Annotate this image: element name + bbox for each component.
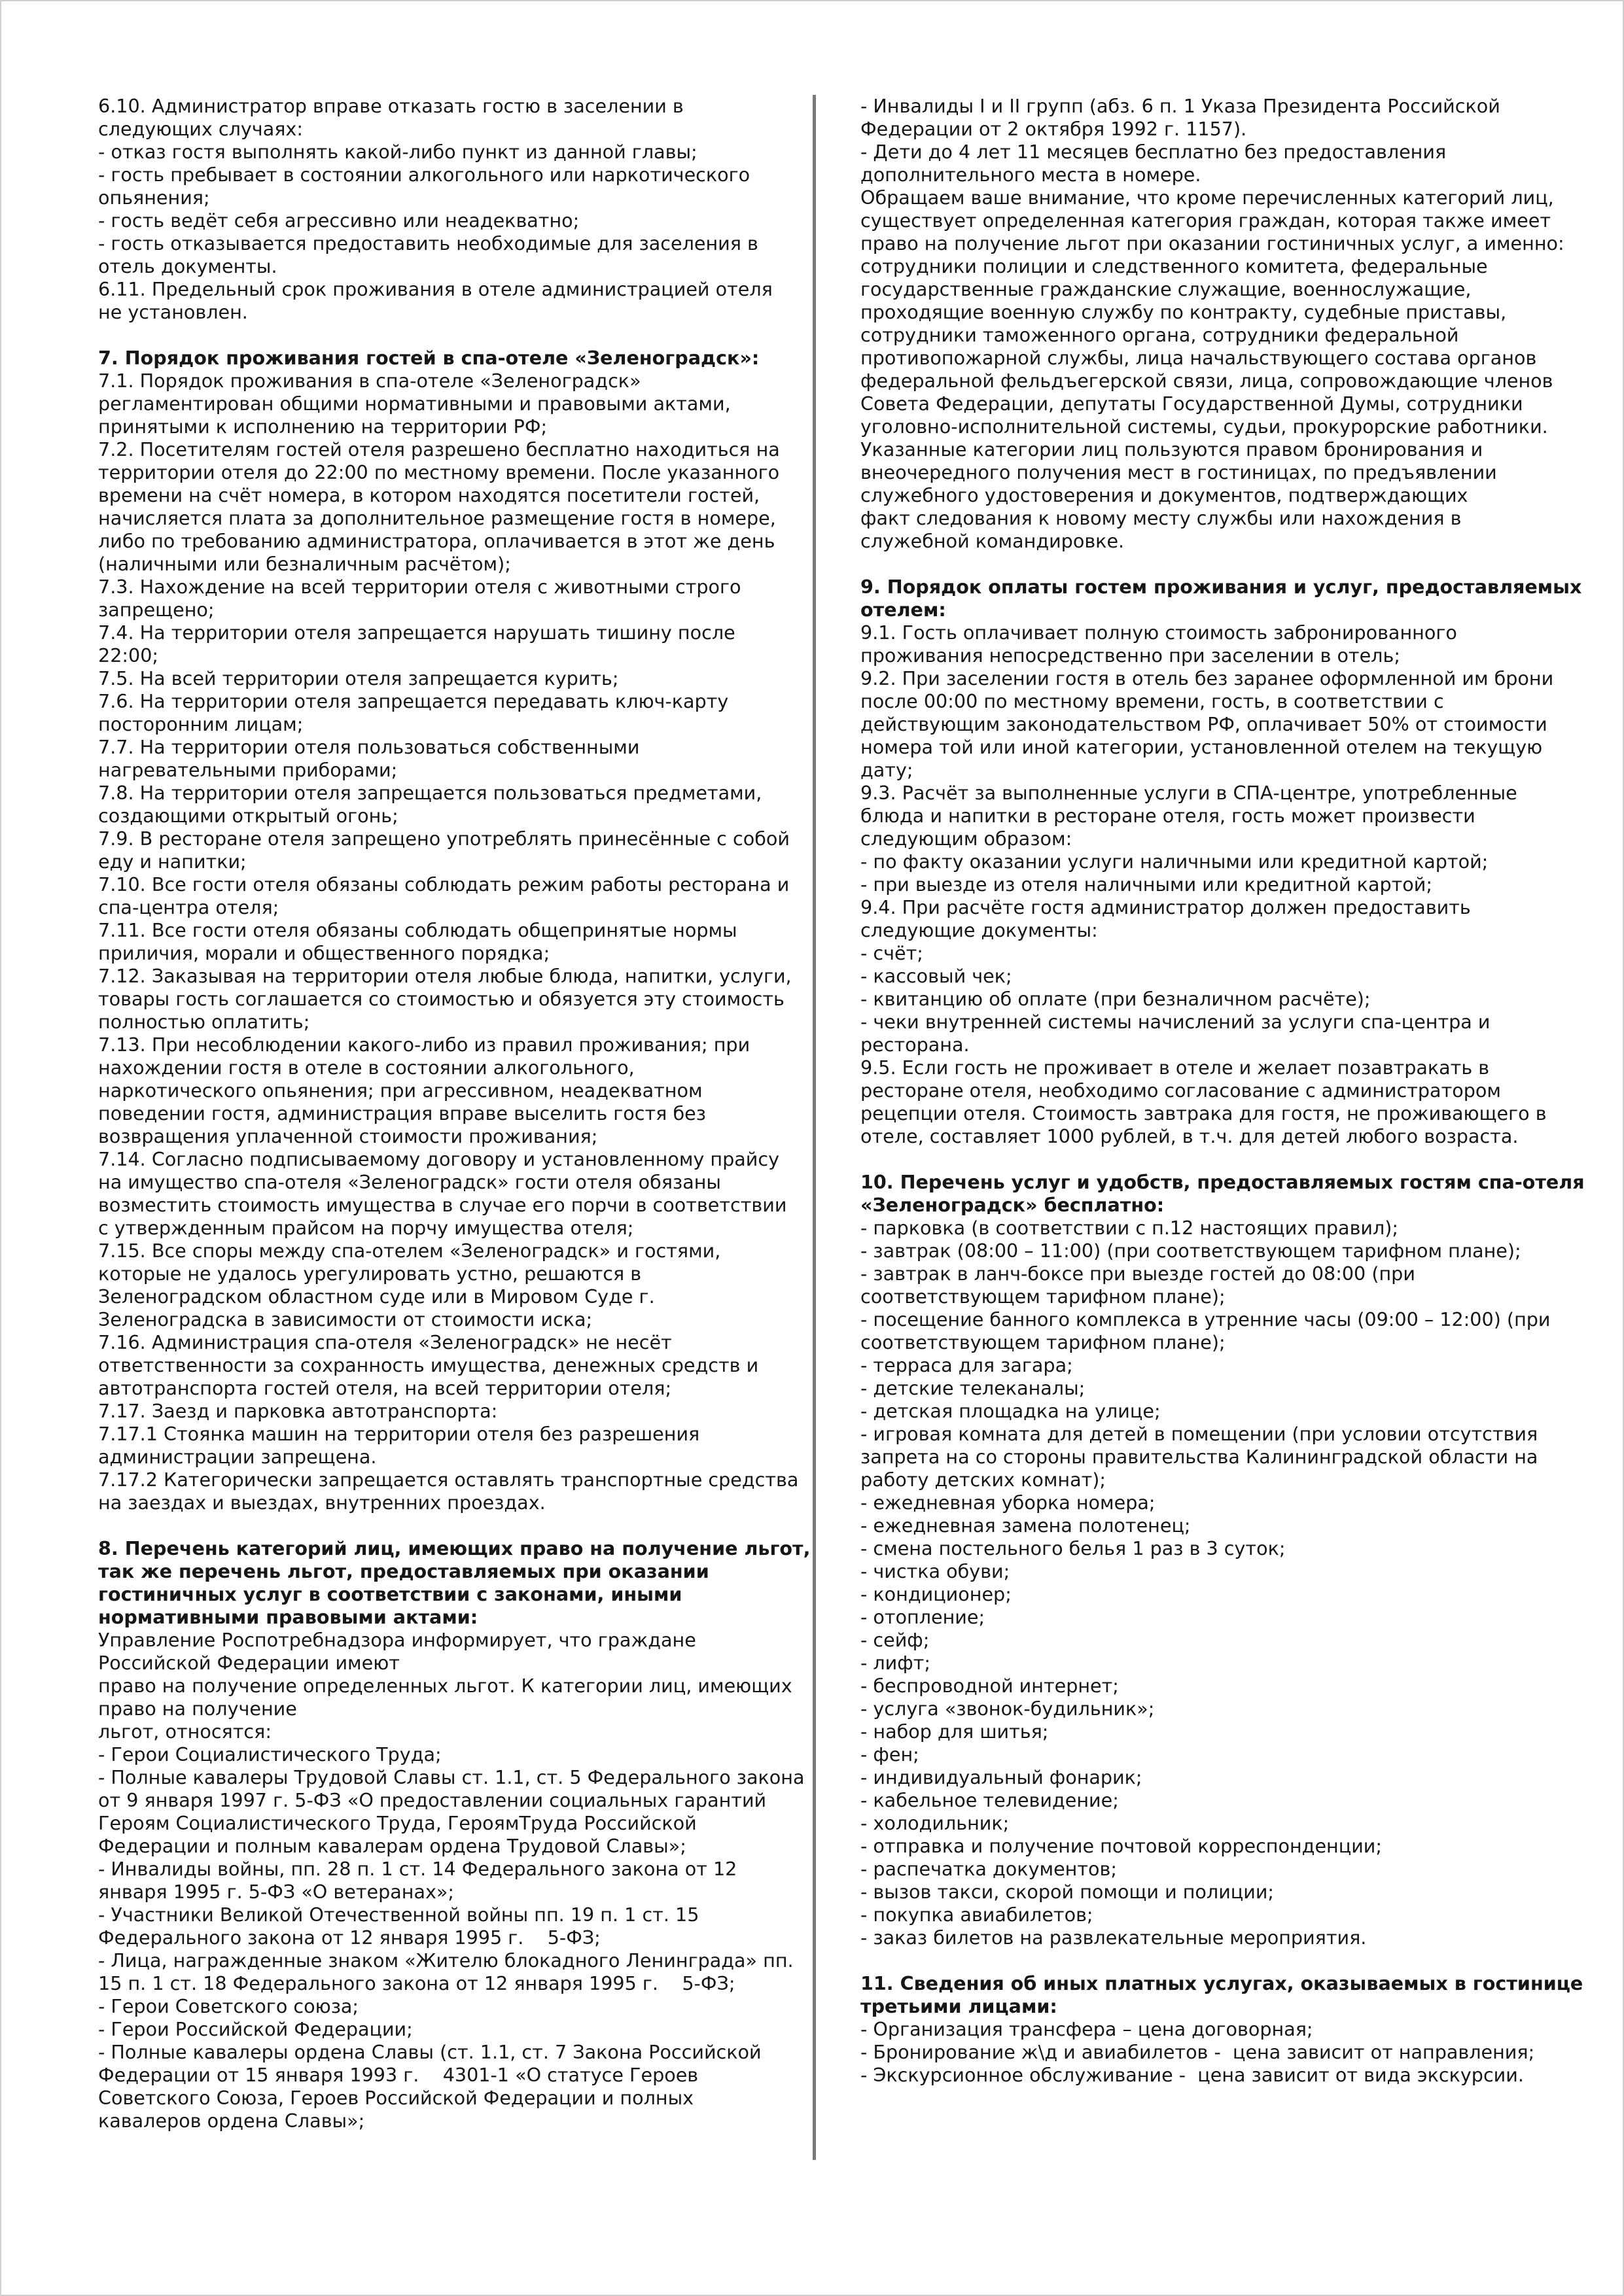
paragraph-gap xyxy=(860,1148,1541,1171)
section-11-heading: 11. Сведения об иных платных услугах, оказываемых в гостинице третьими лицами: xyxy=(860,1972,1583,2017)
section-8-continuation: - Инвалиды I и II групп (абз. 6 п. 1 Указа Президента Российской Федерации от 2 октября 1992 г. 1157). - Дети до 4 лет 11 месяцев бесплатно без предоставления дополнительного места в номере. Обращаем ваше внимание, что кроме перечисленных категорий лиц, существует определенная категория граждан, которая также имеет право на получение льгот при оказании гостиничных услуг, а именно: сотрудники полиции и следственного комитета, федеральные государственные гражданские служащие, военнослужащие, проходящие военную службу по контракту, судебные приставы, сотрудники таможенного органа, сотрудники федеральной противопожарной службы, лица начальствующего состава органов федеральной фельдъегерской связи, лица, сопровождающие членов Совета Федерации, депутаты Государственной Думы, сотрудники уголовно-исполнительной системы, судьи, прокурорские работники. Указанные категории лиц пользуются правом бронирования и внеочередного получения мест в гостиницах, по предъявлении служебного удостоверения и документов, подтверждающих факт следования к новому месту службы или нахождения в служебной командировке. xyxy=(860,95,1564,552)
section-11-list: - Организация трансфера – цена договорная; - Бронирование ж\д и авиабилетов - цена зависит от направления; - Экскурсионное обслуживание - цена зависит от вида экскурсии. xyxy=(860,2018,1535,2086)
paragraph-gap xyxy=(860,553,1541,576)
section-7-heading: 7. Порядок проживания гостей в спа-отеле «Зеленоградск»: xyxy=(98,347,760,369)
section-10-list: - парковка (в соответствии с п.12 настоящих правил); - завтрак (08:00 – 11:00) (при соответствующем тарифном плане); - завтрак в ланч-боксе при выезде гостей до 08:00 (при соответствующем тарифном плане); - посещение банного комплекса в утренние часы (09:00 – 12:00) (при соответствующем тарифном плане); - терраса для загара; - детские телеканалы; - детская площадка на улице; - игровая комната для детей в помещении (при условии отсутствия запрета на со стороны правительства Калининградской области на работу детских комнат); - ежедневная уборка номера; - ежедневная замена полотенец; - смена постельного белья 1 раз в 3 суток; - чистка обуви; - кондиционер; - отопление; - сейф; - лифт; - беспроводной интернет; - услуга «звонок-будильник»; - набор для шитья; - фен; - индивидуальный фонарик; - кабельное телевидение; - холодильник; - отправка и получение почтовой корреспонденции; - распечатка документов; - вызов такси, скорой помощи и полиции; - покупка авиабилетов; - заказ билетов на развлекательные мероприятия. xyxy=(860,1217,1551,1949)
paragraph-gap xyxy=(98,324,772,347)
section-9-heading: 9. Порядок оплаты гостем проживания и услуг, предоставляемых отелем: xyxy=(860,576,1582,621)
paragraph-gap xyxy=(860,1949,1541,1972)
section-8-body: Управление Роспотребнадзора информирует, что граждане Российской Федерации имеют право на получение определенных льгот. К категории лиц, имеющих право на получение льгот, относятся: - Герои Социалистического Труда; - Полные кавалеры Трудовой Славы ст. 1.1, ст. 5 Федерального закона от 9 января 1997 г. 5-ФЗ «О предоставлении социальных гарантий Героям Социалистического Труда, ГероямТруда Российской Федерации и полным кавалерам ордена Трудовой Славы»; - Инвалиды войны, пп. 28 п. 1 ст. 14 Федерального закона от 12 января 1995 г. 5-ФЗ «О ветеранах»; - Участники Великой Отечественной войны пп. 19 п. 1 ст. 15 Федерального закона от 12 января 1995 г. 5-ФЗ; - Лица, награжденные знаком «Жителю блокадного Ленинграда» пп. 15 п. 1 ст. 18 Федерального закона от 12 января 1995 г. 5-ФЗ; - Герои Советского союза; - Герои Российской Федерации; - Полные кавалеры ордена Славы (ст. 1.1, ст. 7 Закона Российской Федерации от 15 января 1993 г. 4301-1 «О статусе Героев Советского Союза, Героев Российской Федерации и полных кавалеров ордена Славы»; xyxy=(98,1629,805,2132)
section-7-clauses: 7.1. Порядок проживания в спа-отеле «Зеленоградск» регламентирован общими нормативными и правовыми актами, принятыми к исполнению на территории РФ; 7.2. Посетителям гостей отеля разрешено бесплатно находиться на территории отеля до 22:00 по местному времени. После указанного времени на счёт номера, в котором находятся посетители гостей, начисляется плата за дополнительное размещение гостя в номере, либо по требованию администратора, оплачивается в этот же день (наличными или безналичным расчётом); 7.3. Нахождение на всей территории отеля с животными строго запрещено; 7.4. На территории отеля запрещается нарушать тишину после 22:00; 7.5. На всей территории отеля запрещается курить; 7.6. На территории отеля запрещается передавать ключ-карту посторонним лицам; 7.7. На территории отеля пользоваться собственными нагревательными приборами; 7.8. На территории отеля запрещается пользоваться предметами, создающими открытый огонь; 7.9. В ресторане отеля запрещено употреблять принесённые с собой еду и напитки; 7.10. Все гости отеля обязаны соблюдать режим работы ресторана и спа-центра отеля; 7.11. Все гости отеля обязаны соблюдать общепринятые нормы приличия, морали и общественного порядка; 7.12. Заказывая на территории отеля любые блюда, напитки, услуги, товары гость соглашается со стоимостью и обязуется эту стоимость полностью оплатить; 7.13. При несоблюдении какого-либо из правил проживания; при нахождении гостя в отеле в состоянии алкогольного, наркотического опьянения; при агрессивном, неадекватном поведении гостя, администрация вправе выселить гостя без возвращения уплаченной стоимости проживания; 7.14. Согласно подписываемому договору и установленному прайсу на имущество спа-отеля «Зеленоградск» гости отеля обязаны возместить стоимость имущества в случае его порчи в соответствии с утвержденным прайсом на порчу имущества отеля; 7.15. Все споры между спа-отелем «Зеленоградск» и гостями, которые не удалось урегулировать устно, решаются в Зеленоградском областном суде или в Мировом Суде г. Зеленоградска в зависимости от стоимости иска; 7.16. Администрация спа-отеля «Зеленоградск» не несёт ответственности за сохранность имущества, денежных средств и автотранспорта гостей отеля, на всей территории отеля; 7.17. Заезд и парковка автотранспорта: 7.17.1 Стоянка машин на территории отеля без разрешения администрации запрещена. 7.17.2 Категорически запрещается оставлять транспортные средства на заездах и выездах, внутренних проездах. xyxy=(98,370,799,1514)
section-10-heading: 10. Перечень услуг и удобств, предоставляемых гостям спа-отеля «Зеленоградск» бесплатно: xyxy=(860,1171,1585,1216)
section-8-heading: 8. Перечень категорий лиц, имеющих право на получение льгот, так же перечень льгот, предоставляемых при оказании гостиничных услуг в соответствии с законами, иными нормативными правовыми актами: xyxy=(98,1537,811,1628)
paragraph-gap xyxy=(98,1514,772,1537)
right-column xyxy=(860,95,1585,2087)
left-column xyxy=(98,95,811,2132)
section-6-clauses: 6.10. Администратор вправе отказать гостю в заселении в следующих случаях: - отказ гостя выполнять какой-либо пункт из данной главы; - гость пребывает в состоянии алкогольного или наркотического опьянения; - гость ведёт себя агрессивно или неадекватно; - гость отказывается предоставить необходимые для заселения в отель документы. 6.11. Предельный срок проживания в отеле администрацией отеля не установлен. xyxy=(98,95,773,323)
section-9-clauses: 9.1. Гость оплачивает полную стоимость забронированного проживания непосредственно при заселении в отель; 9.2. При заселении гостя в отель без заранее оформленной им брони после 00:00 по местному времени, гость, в соответствии с действующим законодательством РФ, оплачивает 50% от стоимости номера той или иной категории, установленной отелем на текущую дату; 9.3. Расчёт за выполненные услуги в СПА-центре, употребленные блюда и напитки в ресторане отеля, гость может произвести следующим образом: - по факту оказании услуги наличными или кредитной картой; - при выезде из отеля наличными или кредитной картой; 9.4. При расчёте гостя администратор должен предоставить следующие документы: - счёт; - кассовый чек; - квитанцию об оплате (при безналичном расчёте); - чеки внутренней системы начислений за услуги спа-центра и ресторана. 9.5. Если гость не проживает в отеле и желает позавтракать в ресторане отеля, необходимо согласование с администратором рецепции отеля. Стоимость завтрака для гостя, не проживающего в отеле, составляет 1000 рублей, в т.ч. для детей любого возраста. xyxy=(860,621,1554,1147)
column-divider xyxy=(813,95,816,2160)
